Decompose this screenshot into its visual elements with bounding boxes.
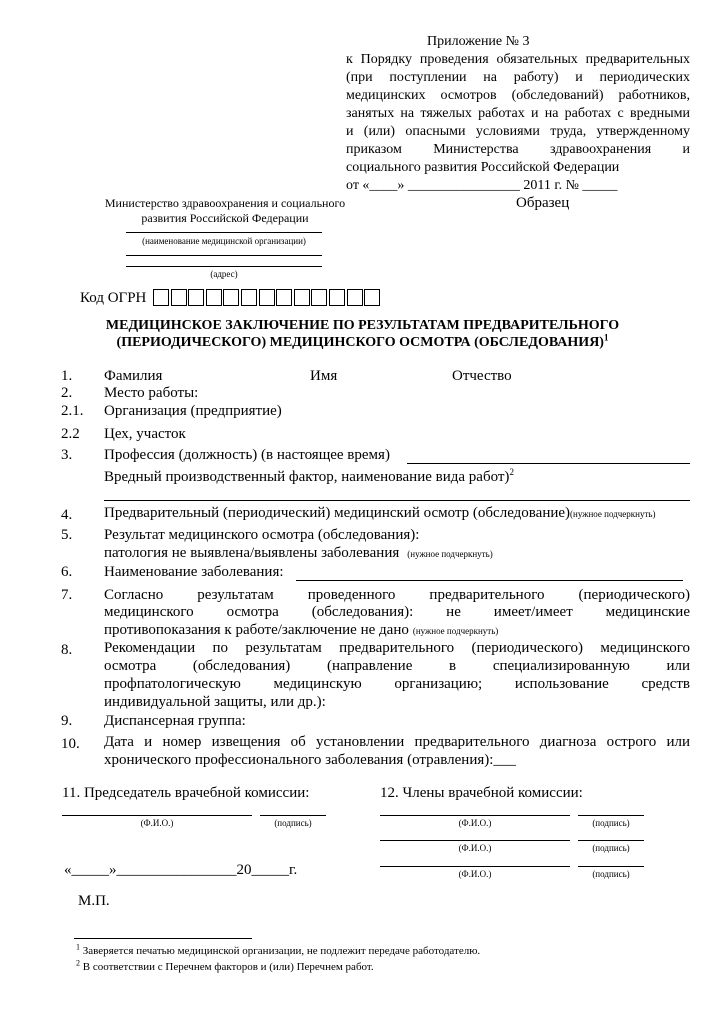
item10-line: Дата и номер извещения об установлении предварительного диагноза острого или xyxy=(104,734,690,750)
item-number: 2. xyxy=(61,385,73,401)
footnote-text: Заверяется печатью медицинской организации, не подлежит передаче работодателю. xyxy=(82,945,481,957)
appendix-date-line: от «____» ________________ 2011 г. № _____ xyxy=(346,178,618,193)
signature-caption: (подпись) xyxy=(592,869,630,879)
item-number: 2.1. xyxy=(61,403,84,419)
signature-caption: (подпись) xyxy=(592,818,630,828)
ogrn-digit-cell xyxy=(294,289,310,306)
result-options: патология не выявлена/выявлены заболевания xyxy=(104,545,400,561)
fio-caption: (Ф.И.О.) xyxy=(458,843,492,853)
item-number: 5. xyxy=(61,527,73,543)
ogrn-digit-cell xyxy=(188,289,204,306)
ogrn-digit-cell xyxy=(347,289,363,306)
appendix-line: и (или) опасными условиями труда, утвержденному xyxy=(346,124,690,139)
member-fio-line xyxy=(380,866,570,867)
workshop-label: Цех, участок xyxy=(104,426,186,442)
item-number: 6. xyxy=(61,564,73,580)
fio-caption: (Ф.И.О.) xyxy=(140,818,174,828)
appendix-title: Приложение № 3 xyxy=(427,34,530,49)
footnote-mark: 2 xyxy=(509,467,514,477)
result-title: Результат медицинского осмотра (обследования): xyxy=(104,527,420,543)
profession-field-line xyxy=(407,463,690,464)
item7-line: медицинского осмотра (обследования): не имеет/имеет медицинские xyxy=(104,604,690,620)
item-number: 3. xyxy=(61,447,73,463)
profession-label: Профессия (должность) (в настоящее время) xyxy=(104,447,390,463)
hazard-field-line xyxy=(104,500,690,501)
item8-line: индивидуальной защиты, или др.): xyxy=(104,694,326,710)
item10-line: хронического профессионального заболевания (отравления):___ xyxy=(104,752,516,768)
item-number: 8. xyxy=(61,642,73,658)
signature-date-line: «_____»________________20_____г. xyxy=(64,862,298,878)
address-line xyxy=(126,255,322,256)
appendix-line: (при поступлении на работу) и периодических xyxy=(346,70,690,85)
chair-signature-line xyxy=(260,815,326,816)
ogrn-digit-cell xyxy=(206,289,222,306)
result-text xyxy=(104,545,493,562)
org-name-line xyxy=(126,232,322,233)
ogrn-digit-cell xyxy=(153,289,169,306)
item8-line: осмотра (обследования) (направление в специализированную или xyxy=(104,658,690,674)
document-heading-line xyxy=(0,332,725,351)
member-signature-line xyxy=(578,866,644,867)
heading-text: (ПЕРИОДИЧЕСКОГО) МЕДИЦИНСКОГО ОСМОТРА (ОБСЛЕДОВАНИЯ) xyxy=(116,335,604,350)
item-number: 10. xyxy=(61,736,80,752)
exam-type-label xyxy=(104,505,656,522)
footnote-mark: 2 xyxy=(76,958,80,968)
appendix-line: к Порядку проведения обязательных предварительных xyxy=(346,52,690,67)
workplace-label: Место работы: xyxy=(104,385,199,401)
member-signature-line xyxy=(578,815,644,816)
footnote-mark: 1 xyxy=(76,942,80,952)
chair-fio-line xyxy=(62,815,252,816)
patronymic-label: Отчество xyxy=(452,368,512,384)
item-number: 7. xyxy=(61,587,73,603)
ministry-line: развития Российской Федерации xyxy=(141,211,309,225)
sample-label: Образец xyxy=(516,195,570,211)
appendix-line: занятых на тяжелых работах и на работах с вредными xyxy=(346,106,690,121)
ogrn-digit-cell xyxy=(259,289,275,306)
disease-field-line xyxy=(296,580,683,581)
footnote-text: В соответствии с Перечнем факторов и (или) Перечнем работ. xyxy=(82,961,374,973)
ogrn-digit-cell xyxy=(329,289,345,306)
ogrn-digit-cell xyxy=(171,289,187,306)
member-fio-line xyxy=(380,815,570,816)
ogrn-digit-cell xyxy=(223,289,239,306)
address-caption: (адрес) xyxy=(210,269,238,279)
underline-note: (нужное подчеркнуть) xyxy=(570,509,656,519)
item7-line xyxy=(104,622,498,639)
appendix-line: социального развития Российской Федерации xyxy=(346,160,620,175)
document-heading-line: МЕДИЦИНСКОЕ ЗАКЛЮЧЕНИЕ ПО РЕЗУЛЬТАТАМ ПРЕДВАРИТЕЛЬНОГО xyxy=(105,318,620,333)
surname-label: Фамилия xyxy=(104,368,163,384)
item7-text: противопоказания к работе/заключение не дано xyxy=(104,622,409,638)
item8-line: профпатологическую медицинскую организацию; использование средств xyxy=(104,676,690,692)
item7-line: Согласно результатам проведенного предварительного (периодического) xyxy=(104,587,690,603)
footnote-separator xyxy=(74,938,252,939)
hazard-text: Вредный производственный фактор, наименование вида работ) xyxy=(104,469,510,485)
item-number: 2.2 xyxy=(61,426,80,442)
dispensary-label: Диспансерная группа: xyxy=(104,713,246,729)
footnote-mark: 1 xyxy=(603,332,609,343)
org-name-caption: (наименование медицинской организации) xyxy=(142,236,306,246)
underline-note: (нужное подчеркнуть) xyxy=(412,626,499,636)
ogrn-digit-cell xyxy=(241,289,257,306)
ministry-line: Министерство здравоохранения и социального xyxy=(104,196,346,210)
ogrn-digit-cell xyxy=(311,289,327,306)
address-line xyxy=(126,266,322,267)
signature-caption: (подпись) xyxy=(592,843,630,853)
underline-note: (нужное подчеркнуть) xyxy=(407,549,493,559)
footnote-2 xyxy=(76,958,374,973)
members-label: 12. Члены врачебной комиссии: xyxy=(380,785,583,801)
item-number: 9. xyxy=(61,713,73,729)
item-number: 4. xyxy=(61,507,73,523)
hazard-label xyxy=(104,469,514,486)
fio-caption: (Ф.И.О.) xyxy=(458,818,492,828)
ogrn-label: Код ОГРН xyxy=(80,290,147,306)
ogrn-digit-cell xyxy=(276,289,292,306)
appendix-line: медицинских осмотров (обследований) работников, xyxy=(346,88,690,103)
item-number: 1. xyxy=(61,368,73,384)
ogrn-digit-cell xyxy=(364,289,380,306)
name-label: Имя xyxy=(310,368,338,384)
item8-line: Рекомендации по результатам предварительного (периодического) медицинского xyxy=(104,640,690,656)
organization-label: Организация (предприятие) xyxy=(104,403,282,419)
footnote-1 xyxy=(76,942,481,957)
signature-caption: (подпись) xyxy=(274,818,312,828)
stamp-label: М.П. xyxy=(78,893,110,909)
fio-caption: (Ф.И.О.) xyxy=(458,869,492,879)
disease-name-label: Наименование заболевания: xyxy=(104,564,284,580)
appendix-line: приказом Министерства здравоохранения и xyxy=(346,142,690,157)
chair-label: 11. Председатель врачебной комиссии: xyxy=(62,785,310,801)
exam-type-text: Предварительный (периодический) медицинский осмотр (обследование) xyxy=(104,505,571,521)
member-signature-line xyxy=(578,840,644,841)
member-fio-line xyxy=(380,840,570,841)
